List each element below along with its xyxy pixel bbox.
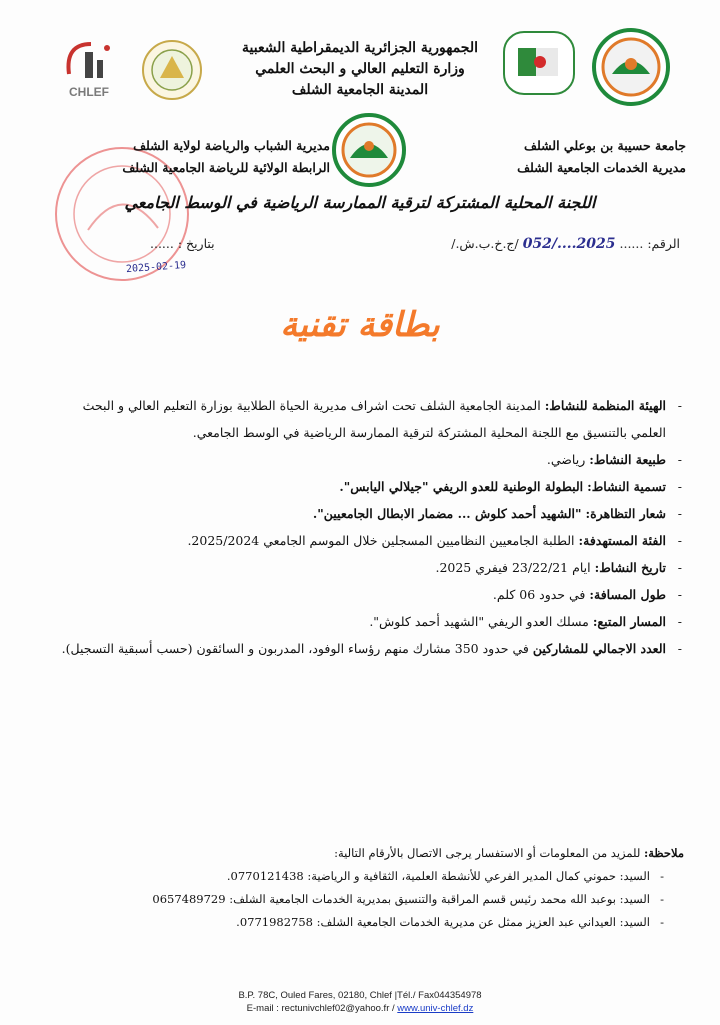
reference-suffix: /ج.خ.ب.ش./ xyxy=(451,236,519,251)
reference-handwritten: 2025..../052 xyxy=(522,236,616,252)
list-item: - طبيعة النشاط: رياضي. xyxy=(50,446,684,473)
footer-contact: E-mail : rectunivchlef02@yahoo.fr / www.univ-chlef.dz xyxy=(246,1003,474,1014)
contact-line: - السيد: العيداني عبد العزيز ممثل عن مديرية الخدمات الجامعية الشلف: 0771982758. xyxy=(110,911,684,934)
contact-line: - السيد: حموني كمال المدير الفرعي للأنشطة العلمية، الثقافية و الرياضية: 0770121438. xyxy=(110,865,684,888)
notes-header: ملاحظة: للمزيد من المعلومات أو الاستفسار يرجى الاتصال بالأرقام التالية: xyxy=(334,846,684,860)
university-name: جامعة حسيبة بن بوعلي الشلف xyxy=(524,138,686,153)
sports-league-logo xyxy=(140,38,204,102)
city-title: المدينة الجامعية الشلف xyxy=(291,82,429,98)
header-center xyxy=(220,38,500,101)
card-title: بطاقة تقنية xyxy=(280,305,440,345)
university-chlef-logo xyxy=(590,28,672,106)
reference-label: الرقم: ...... xyxy=(619,236,680,251)
list-item: - تسمية النشاط: البطولة الوطنية للعدو الريفي "جيلالي اليابس". xyxy=(50,473,684,500)
footer-email: E-mail : rectunivchlef02@yahoo.fr xyxy=(246,1003,390,1014)
header-right xyxy=(476,135,686,179)
footer xyxy=(0,989,720,1015)
ministry-seal-logo xyxy=(500,28,578,98)
stamp-date: 2025-02-19 xyxy=(125,259,187,276)
info-list xyxy=(50,392,684,662)
sports-league: الرابطة الولائية للرياضة الجامعية الشلف xyxy=(122,160,330,175)
chlef-city-logo xyxy=(55,30,123,102)
list-item: - تاريخ النشاط: ايام 23/22/21 فيفري 2025. xyxy=(50,554,684,581)
list-item: - شعار التظاهرة: "الشهيد أحمد كلوش ... مضمار الابطال الجامعيين". xyxy=(50,500,684,527)
date-field xyxy=(150,236,215,251)
youth-directorate: مديرية الشباب والرياضة لولاية الشلف xyxy=(133,138,330,153)
list-item: - الفئة المستهدفة: الطلبة الجامعيين النظاميين المسجلين خلال الموسم الجامعي 2025/2024. xyxy=(50,527,684,554)
republic-title: الجمهورية الجزائرية الديمقراطية الشعبية xyxy=(241,40,478,56)
directorate-name: مديرية الخدمات الجامعية الشلف xyxy=(517,160,686,175)
header-left xyxy=(90,135,330,179)
chlef-logo-text: CHLEF xyxy=(69,85,109,99)
list-item: - العدد الاجمالي للمشاركين في حدود 350 مشارك منهم رؤساء الوفود، المدربون و السائقون (حسب أسبقية التسجيل). xyxy=(50,635,684,662)
footer-address: B.P. 78C, Ouled Fares, 02180, Chlef |Tél./ Fax044354978 xyxy=(238,990,482,1001)
committee-center-logo xyxy=(330,112,408,188)
reference-number xyxy=(451,236,680,252)
contact-line: - السيد: بوعبد الله محمد رئيس قسم المراقبة والتنسيق بمديرية الخدمات الجامعية الشلف: 0657489729 xyxy=(110,888,684,911)
notes-section xyxy=(110,842,684,934)
ministry-title: وزارة التعليم العالي و البحث العلمي xyxy=(255,61,465,77)
list-item: - طول المسافة: في حدود 06 كلم. xyxy=(50,581,684,608)
committee-title: اللجنة المحلية المشتركة لترقية الممارسة الرياضية في الوسط الجامعي xyxy=(124,193,596,212)
list-item: - الهيئة المنظمة للنشاط: المدينة الجامعية الشلف تحت اشراف مديرية الحياة الطلابية بوزارة التعليم العالي و البحث العلمي بالتنسيق مع اللجنة المحلية المشتركة لترقية الممارسة الرياضية في الوسط الجامعي. xyxy=(50,392,684,446)
date-label: بتاريخ : ...... xyxy=(150,236,215,251)
list-item: - المسار المتبع: مسلك العدو الريفي "الشهيد أحمد كلوش". xyxy=(50,608,684,635)
footer-website-link[interactable]: www.univ-chlef.dz xyxy=(397,1003,474,1014)
